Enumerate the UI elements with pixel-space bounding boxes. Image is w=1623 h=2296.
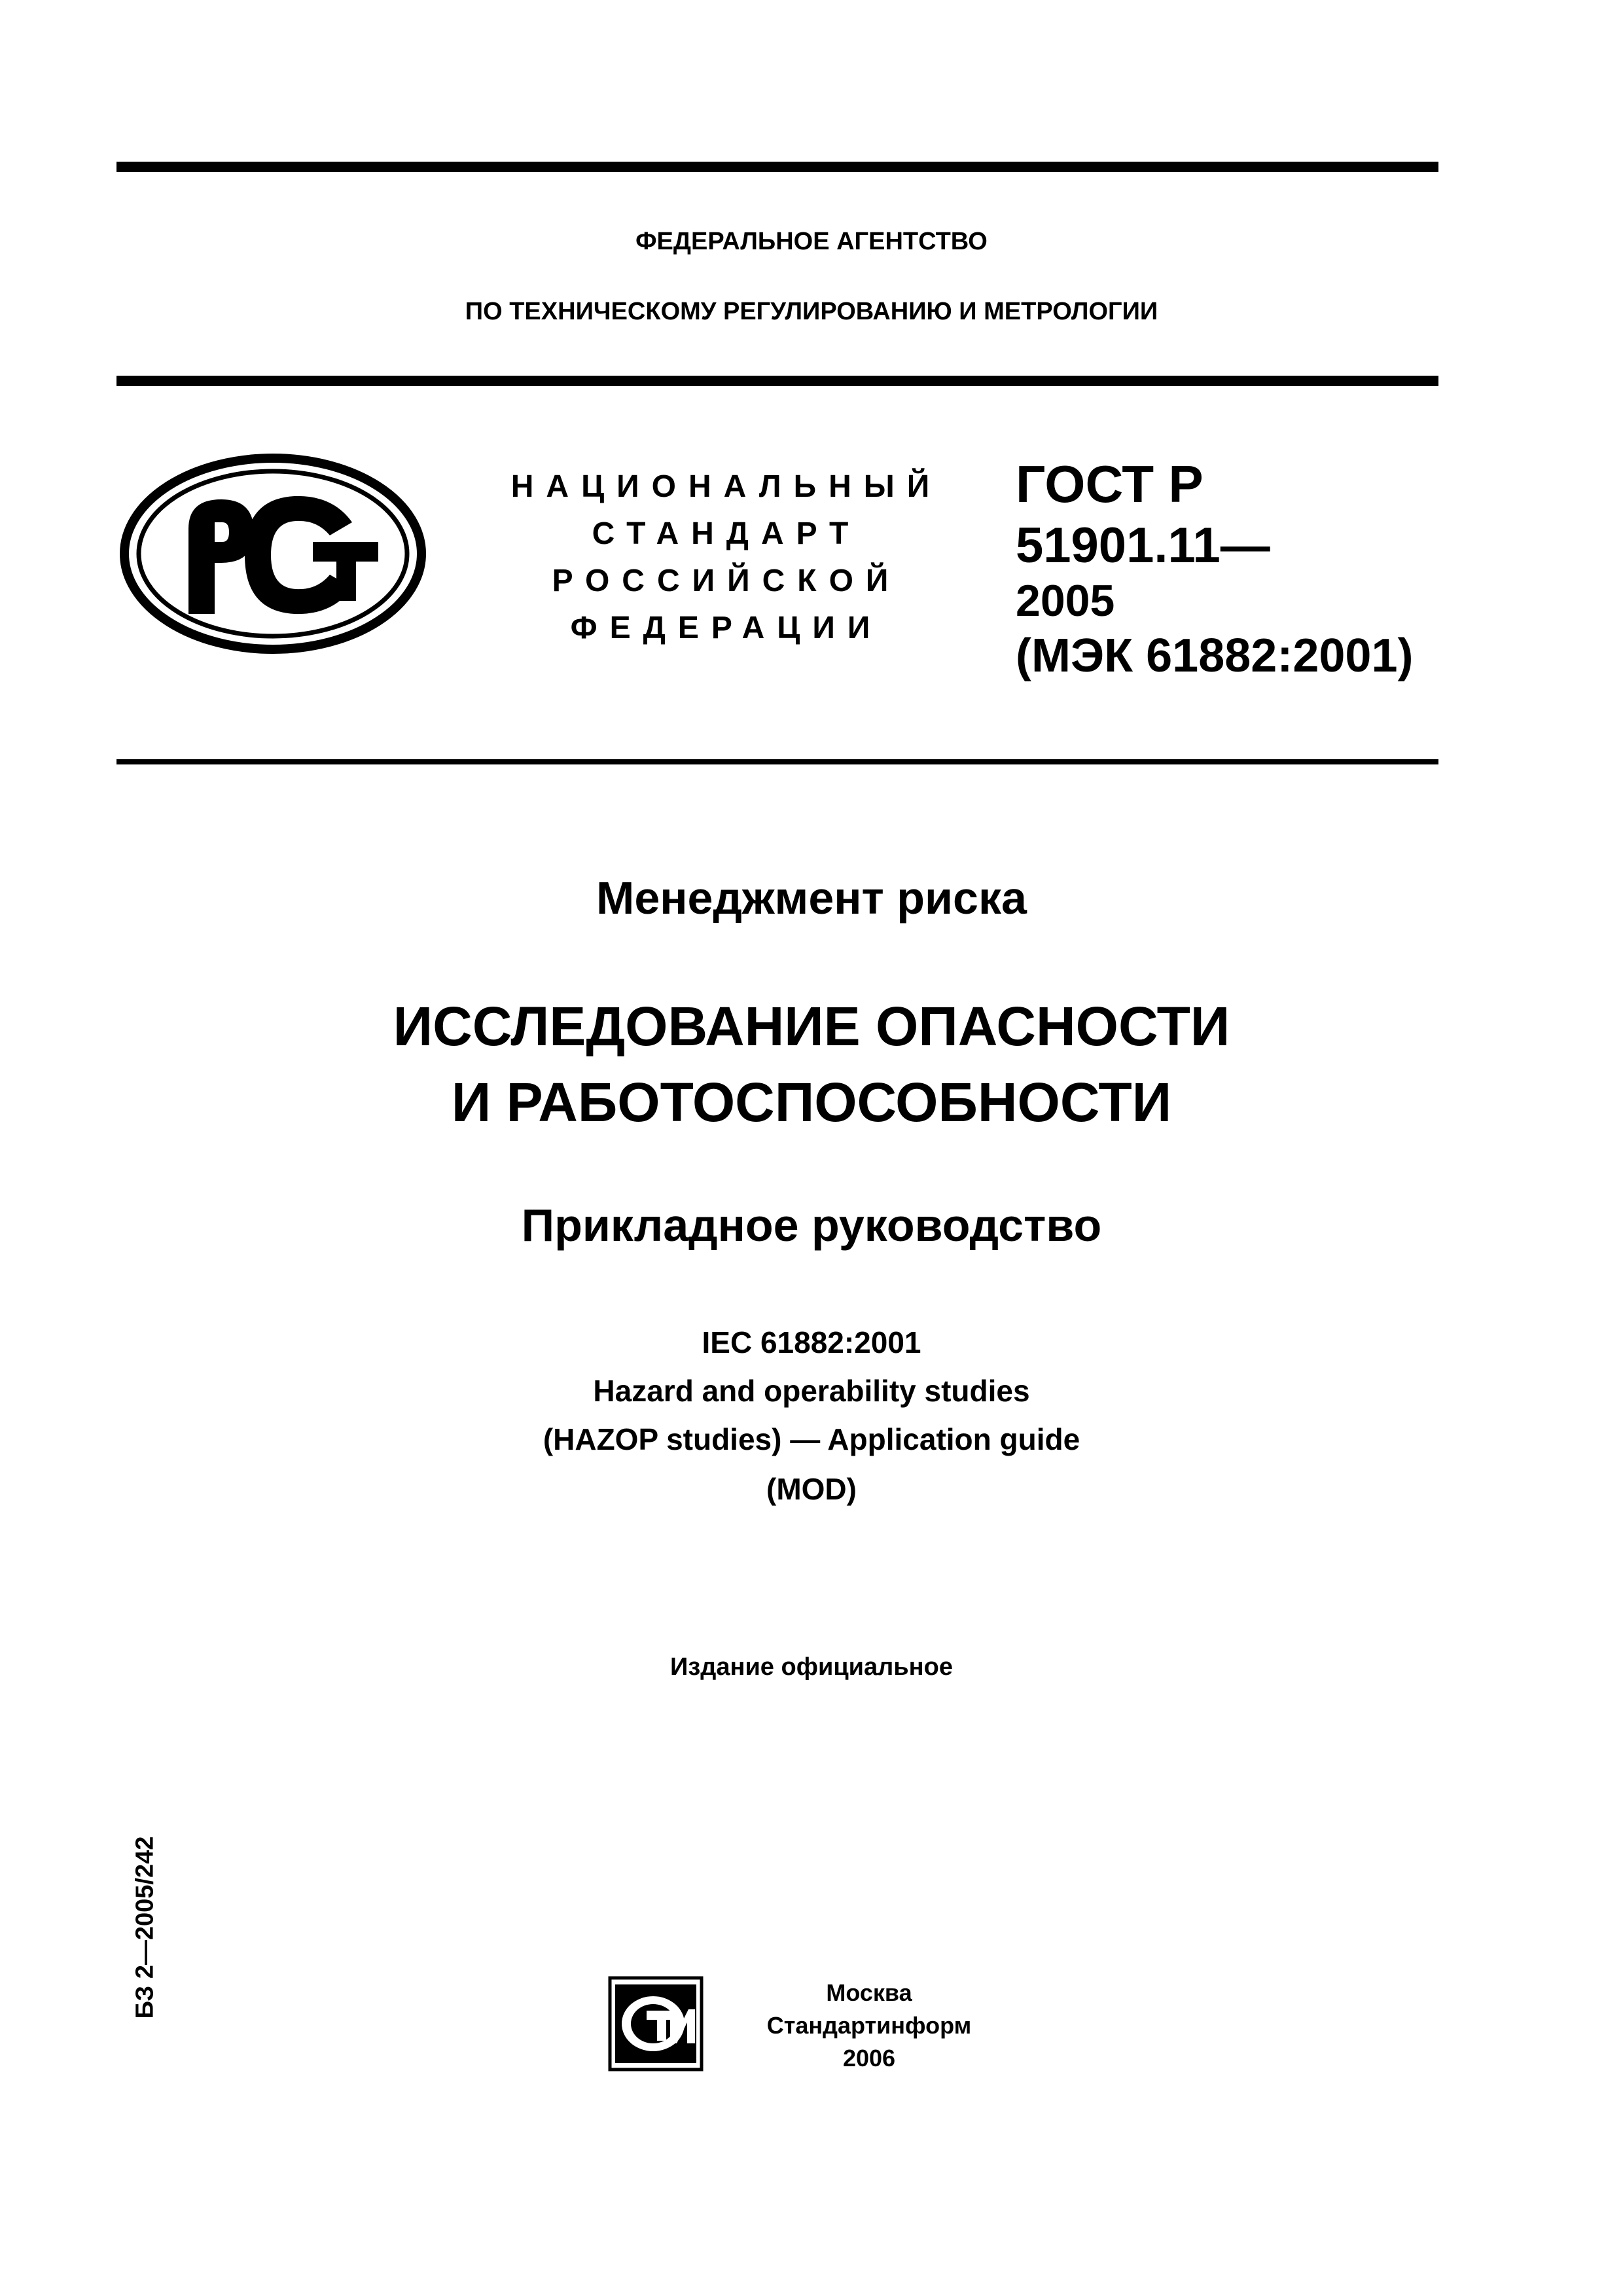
publisher-city: Москва (826, 1979, 912, 2006)
iec-reference-line3: (HAZOP studies) — Application guide (543, 1422, 1080, 1456)
national-standard-line1: НАЦИОНАЛЬНЫЙ (510, 469, 942, 504)
edition-note: Издание официальное (670, 1653, 953, 1681)
standard-designation-line1: ГОСТ Р (1016, 455, 1204, 513)
document-subtitle: Прикладное руководство (521, 1200, 1102, 1251)
document-title-line2: И РАБОТОСПОСОБНОСТИ (451, 1071, 1172, 1133)
document-category: Менеджмент риска (596, 872, 1027, 924)
standard-designation-line2: 51901.11— (1016, 518, 1270, 573)
iec-reference-line1: IEC 61882:2001 (702, 1325, 921, 1359)
title-divider (116, 759, 1438, 764)
standartinform-logo-icon (607, 1975, 704, 2072)
national-standard-line2: СТАНДАРТ (592, 516, 861, 551)
rst-certification-mark-icon (116, 450, 429, 657)
standard-designation-line4: (МЭК 61882:2001) (1016, 630, 1414, 682)
national-standard-line4: ФЕДЕРАЦИИ (570, 611, 883, 645)
standard-designation-line3: 2005 (1016, 576, 1115, 626)
document-title-line1: ИССЛЕДОВАНИЕ ОПАСНОСТИ (393, 996, 1230, 1057)
iec-reference-line4: (MOD) (766, 1472, 857, 1506)
header-divider (116, 376, 1438, 386)
agency-name-line2: ПО ТЕХНИЧЕСКОМУ РЕГУЛИРОВАНИЮ И МЕТРОЛОГИИ (465, 298, 1158, 325)
agency-name-line1: ФЕДЕРАЛЬНОЕ АГЕНТСТВО (635, 228, 988, 255)
top-divider (116, 162, 1438, 172)
national-standard-line3: РОССИЙСКОЙ (552, 564, 901, 598)
side-catalog-code: БЗ 2—2005/242 (131, 1836, 159, 2019)
iec-reference-line2: Hazard and operability studies (593, 1374, 1030, 1408)
publication-year: 2006 (842, 2045, 896, 2072)
publisher-name: Стандартинформ (766, 2012, 972, 2039)
